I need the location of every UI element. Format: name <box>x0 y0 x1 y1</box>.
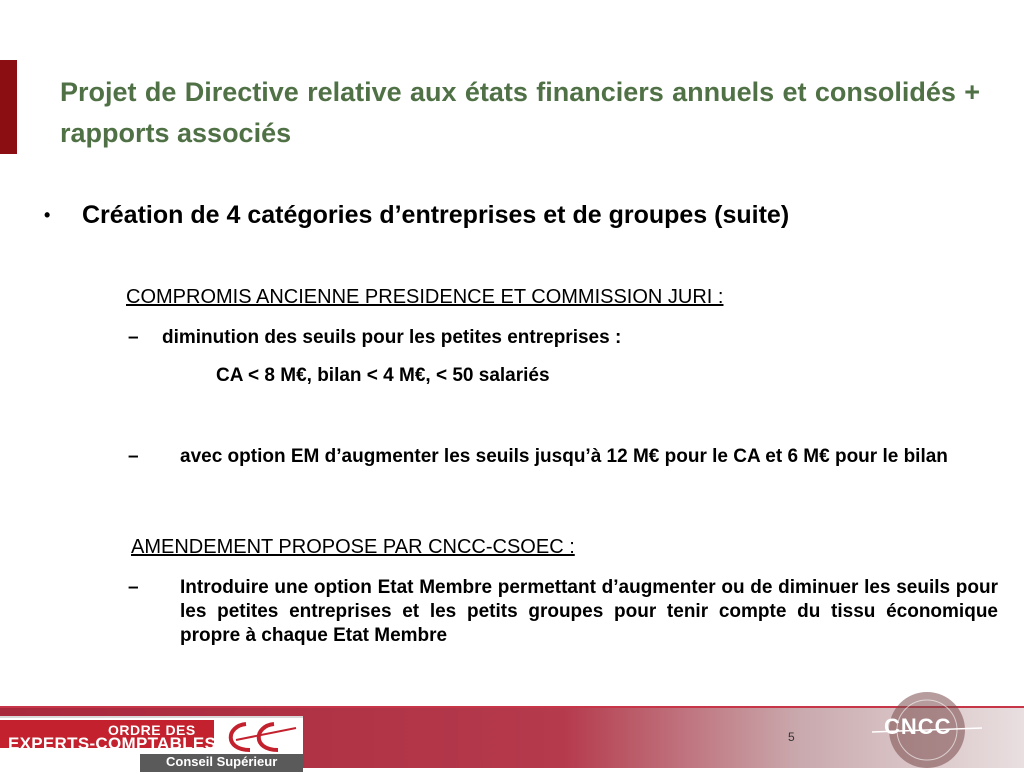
bullet-text: Création de 4 catégories d’entreprises et de groupes (suite) <box>82 201 790 229</box>
slide-title: Projet de Directive relative aux états financiers annuels et consolidés + rapports associés <box>60 77 980 148</box>
list-item-text: avec option EM d’augmenter les seuils jusqu’à 12 M€ pour le CA et 6 M€ pour le bilan <box>180 446 948 467</box>
list-item-text: Introduire une option Etat Membre permettant d’augmenter ou de diminuer les seuils pour les petites entreprises et les petits groupes pour tenir compte du tissu économique propre à chaque Etat Membre <box>180 577 998 646</box>
logo-subtitle: Conseil Supérieur <box>166 754 278 769</box>
logo-text-line2: EXPERTS-COMPTABLES <box>8 734 217 753</box>
cncc-logo-text: CNCC <box>884 714 952 739</box>
footer-divider <box>0 706 1024 708</box>
section-heading-compromis: COMPROMIS ANCIENNE PRESIDENCE ET COMMISSION JURI : <box>126 286 724 308</box>
logo-text-line1: ORDRE DES <box>108 722 196 738</box>
oec-logo <box>0 716 303 774</box>
dash-icon: – <box>128 327 139 348</box>
bullet-icon: • <box>44 205 51 225</box>
threshold-detail: CA < 8 M€, bilan < 4 M€, < 50 salariés <box>216 365 550 386</box>
dash-icon: – <box>128 577 139 598</box>
logo-swirl-icon <box>216 720 300 754</box>
footer-band <box>0 706 1024 768</box>
section-heading-amendement: AMENDEMENT PROPOSE PAR CNCC-CSOEC : <box>131 536 575 558</box>
dash-icon: – <box>128 446 139 467</box>
list-item-text: diminution des seuils pour les petites entreprises : <box>162 327 622 348</box>
accent-bar <box>0 60 17 154</box>
page-number: 5 <box>788 730 795 744</box>
